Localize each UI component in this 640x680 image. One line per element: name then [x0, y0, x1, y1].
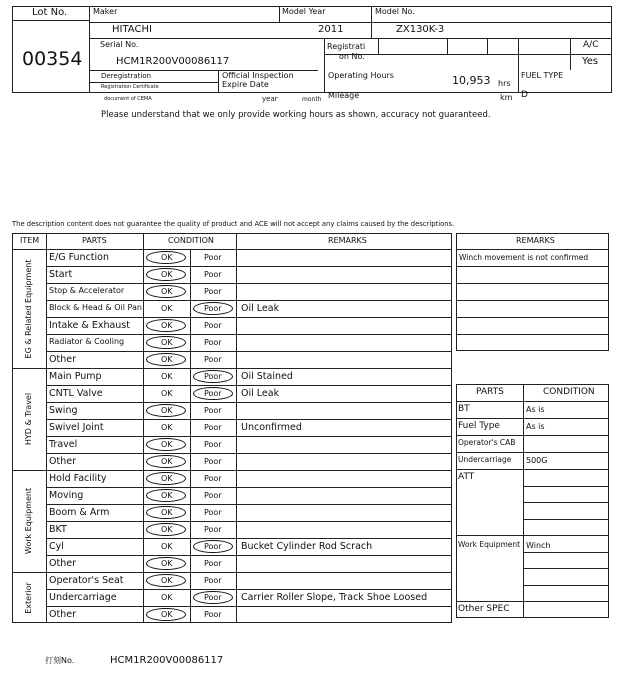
ac-value: Yes [582, 56, 599, 67]
right-parts-row-part: Fuel Type [458, 421, 500, 431]
table-row-ok: OK [161, 355, 173, 364]
ok-circle [146, 472, 186, 485]
table-row-part: Intake & Exhaust [49, 320, 130, 331]
table-row-poor: Poor [204, 423, 222, 432]
table-row-ok: OK [161, 491, 173, 500]
table-row-part: Undercarriage [49, 592, 117, 603]
table-row-poor: Poor [204, 389, 222, 398]
table-row-poor: Poor [204, 610, 222, 619]
registration-cert-label: Registration Certificate [101, 84, 159, 90]
table-row-remark: Oil Leak [241, 303, 280, 314]
table-row-poor: Poor [204, 491, 222, 500]
serial-no-label: Serial No. [100, 40, 139, 49]
table-row-poor: Poor [204, 253, 222, 262]
table-row-ok: OK [161, 253, 173, 262]
maker-value: HITACHI [112, 24, 152, 35]
fuel-type-label: FUEL TYPE [521, 71, 564, 80]
group-label: Work Equipment [24, 487, 33, 555]
table-row-part: Other [49, 558, 76, 569]
table-row-ok: OK [161, 287, 173, 296]
stamp-label: 打刻No. [45, 656, 75, 665]
table-row-part: E/G Function [49, 252, 109, 263]
header-item: ITEM [20, 236, 40, 245]
hrs-label: hrs [498, 79, 511, 88]
table-row-ok: OK [161, 610, 173, 619]
table-row-ok: OK [161, 372, 173, 381]
lot-no-value: 00354 [22, 48, 83, 70]
ok-circle [146, 438, 186, 451]
right-parts-row-part: Undercarriage [458, 455, 512, 464]
official-inspection-label-2: Expire Date [222, 80, 269, 89]
table-row-part: Radiator & Cooling [49, 337, 125, 346]
table-row-poor: Poor [204, 270, 222, 279]
table-row-part: Other [49, 354, 76, 365]
table-row-ok: OK [161, 440, 173, 449]
table-row-poor: Poor [204, 338, 222, 347]
ok-circle [146, 506, 186, 519]
right-parts-row-cond: As is [526, 422, 545, 431]
table-row-part: Start [49, 269, 73, 280]
table-row-poor: Poor [204, 406, 222, 415]
header-condition: CONDITION [168, 236, 214, 245]
mileage-label: Mileage [328, 91, 360, 100]
operating-hours-label: Operating Hours [328, 71, 394, 80]
right-parts-row-part: Other SPEC [458, 604, 510, 614]
table-row-ok: OK [161, 576, 173, 585]
ok-circle [146, 523, 186, 536]
table-row-part: Boom & Arm [49, 507, 110, 518]
ok-circle [146, 404, 186, 417]
maker-label: Maker [93, 7, 118, 16]
table-row-poor: Poor [204, 508, 222, 517]
right-parts-row-part: ATT [458, 472, 475, 482]
ok-circle [146, 251, 186, 264]
table-row-ok: OK [161, 389, 173, 398]
table-row-poor: Poor [204, 355, 222, 364]
right-parts-row-part: Work Equipment [458, 540, 521, 549]
ok-circle [146, 353, 186, 366]
table-row-part: Hold Facility [49, 473, 107, 484]
table-row-poor: Poor [204, 457, 222, 466]
table-row-ok: OK [161, 270, 173, 279]
ok-circle [146, 489, 186, 502]
serial-no-value: HCM1R200V00086117 [116, 56, 230, 67]
cema-label: document of CEMA [104, 96, 152, 102]
model-year-value: 2011 [318, 24, 344, 35]
poor-circle [193, 387, 233, 400]
right-parts-row-cond: As is [526, 405, 545, 414]
table-row-ok: OK [161, 542, 173, 551]
right-parts-border [456, 384, 609, 618]
table-row-poor: Poor [204, 474, 222, 483]
ok-circle [146, 319, 186, 332]
table-row-part: Other [49, 609, 76, 620]
notice-description: The description content does not guarantee the quality of product and ACE will not accept any claims caused by the descriptions. [12, 220, 455, 228]
table-row-poor: Poor [204, 559, 222, 568]
stamp-value: HCM1R200V00086117 [110, 655, 224, 666]
table-row-part: Cyl [49, 541, 64, 552]
table-row-part: Swing [49, 405, 78, 416]
table-row-part: Block & Head & Oil Pan [49, 303, 142, 312]
table-row-ok: OK [161, 338, 173, 347]
group-label: EG & Related Equipment [24, 259, 33, 358]
table-row-ok: OK [161, 423, 173, 432]
ac-label: A/C [583, 40, 599, 50]
table-row-ok: OK [161, 304, 173, 313]
right-parts-row-part: Operator's CAB [458, 438, 516, 447]
table-row-ok: OK [161, 457, 173, 466]
poor-circle [193, 302, 233, 315]
deregistration-label: Deregistration [101, 72, 152, 80]
lot-no-label: Lot No. [32, 7, 68, 18]
registration-label-1: Registrati [327, 42, 366, 51]
right-condition-header: CONDITION [543, 387, 595, 397]
right-remarks-header: REMARKS [516, 236, 555, 245]
ok-circle [146, 574, 186, 587]
header-remarks: REMARKS [328, 236, 367, 245]
model-year-label: Model Year [282, 7, 326, 16]
right-parts-row-cond: 500G [526, 456, 548, 465]
fuel-type-value: D [521, 90, 528, 100]
year-label: year [262, 95, 278, 103]
table-row-ok: OK [161, 525, 173, 534]
poor-circle [193, 370, 233, 383]
table-row-poor: Poor [204, 287, 222, 296]
table-row-part: Other [49, 456, 76, 467]
header-parts: PARTS [82, 236, 107, 245]
table-row-ok: OK [161, 559, 173, 568]
right-parts-row-cond: Winch [526, 541, 551, 550]
table-row-poor: Poor [204, 321, 222, 330]
table-row-ok: OK [161, 508, 173, 517]
table-row-ok: OK [161, 321, 173, 330]
table-row-part: Stop & Accelerator [49, 286, 125, 295]
right-parts-header: PARTS [476, 387, 504, 397]
model-no-value: ZX130K-3 [396, 24, 445, 35]
table-row-part: Swivel Joint [49, 422, 104, 433]
table-row-ok: OK [161, 474, 173, 483]
table-row-part: Operator's Seat [49, 575, 124, 586]
month-label: month [302, 96, 322, 103]
table-row-remark: Unconfirmed [241, 422, 302, 433]
table-row-poor: Poor [204, 372, 222, 381]
ok-circle [146, 455, 186, 468]
table-row-poor: Poor [204, 593, 222, 602]
ok-circle [146, 557, 186, 570]
table-row-ok: OK [161, 593, 173, 602]
group-label: Exterior [24, 581, 33, 614]
ok-circle [146, 285, 186, 298]
registration-label-2: on No. [339, 52, 365, 61]
table-row-remark: Carrier Roller Slope, Track Shoe Loosed [241, 592, 428, 603]
group-label: HYD & Travel [24, 392, 33, 446]
table-row-poor: Poor [204, 576, 222, 585]
table-row-ok: OK [161, 406, 173, 415]
km-label: km [500, 93, 513, 102]
ok-circle [146, 608, 186, 621]
official-inspection-label-1: Official Inspection [222, 71, 294, 80]
notice-hours: Please understand that we only provide working hours as shown, accuracy not guaranteed. [101, 110, 491, 120]
table-row-poor: Poor [204, 542, 222, 551]
poor-circle [193, 540, 233, 553]
right-remarks-row: Winch movement is not confirmed [459, 253, 589, 262]
poor-circle [193, 591, 233, 604]
table-row-remark: Bucket Cylinder Rod Scrach [241, 541, 373, 552]
table-row-part: BKT [49, 524, 67, 535]
table-row-remark: Oil Stained [241, 371, 293, 382]
table-row-part: CNTL Valve [49, 388, 103, 399]
table-row-poor: Poor [204, 440, 222, 449]
table-row-part: Travel [49, 439, 78, 450]
ok-circle [146, 336, 186, 349]
right-parts-row-part: BT [458, 404, 470, 414]
table-row-part: Moving [49, 490, 84, 501]
operating-hours-value: 10,953 [452, 74, 491, 87]
table-row-part: Main Pump [49, 371, 102, 382]
table-row-poor: Poor [204, 304, 222, 313]
ok-circle [146, 268, 186, 281]
table-row-remark: Oil Leak [241, 388, 280, 399]
model-no-label: Model No. [375, 7, 415, 16]
table-row-poor: Poor [204, 525, 222, 534]
